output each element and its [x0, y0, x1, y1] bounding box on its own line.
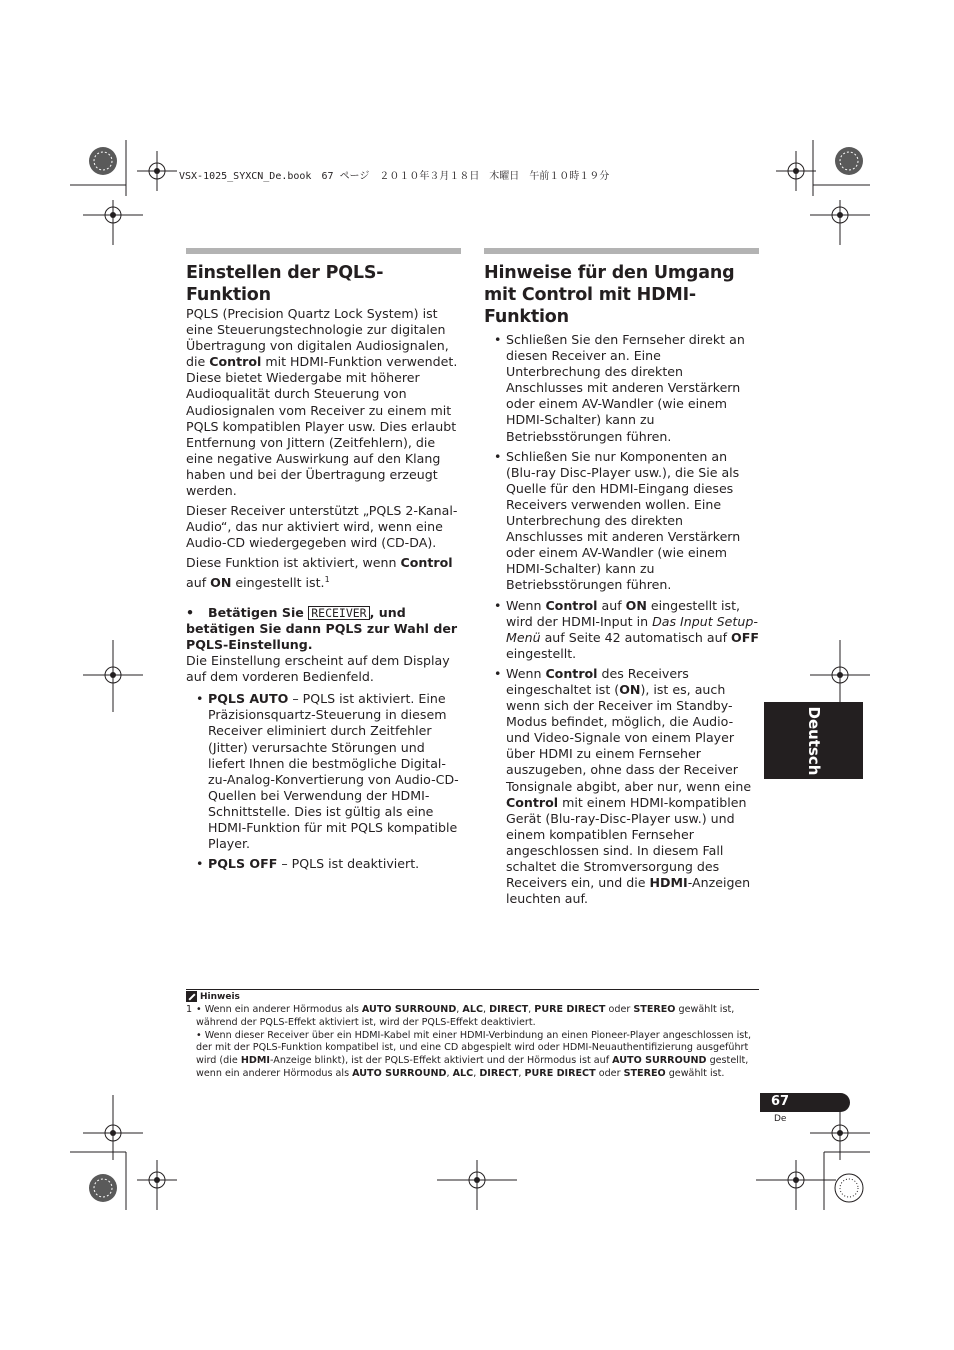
list-item: • Wenn Control auf ON eingestellt ist, wird der HDMI-Input in Das Input Setup-Menü auf Seite 42 automatisch auf OFF eingestellt.	[484, 598, 759, 662]
section-bar	[484, 248, 759, 254]
footnote-divider	[186, 989, 759, 990]
paragraph-pqls-intro: PQLS (Precision Quartz Lock System) ist eine Steuerungstechnologie zur digitalen Übertragung von digitalen Audiosignalen, die Control mit HDMI-Funktion verwendet. Diese bietet Wiedergabe mit höherer Audioqualität durch Steuerung von Audiosignalen vom Receiver zu einem mit PQLS kompatiblen Player usw. Dies erlaubt Entfernung von Jittern (Zeitfehlern), die eine negative Auswirkung auf den Klang haben und bei der Übertragung erzeugt werden.	[186, 306, 458, 499]
page-number-badge: 67	[760, 1093, 850, 1112]
page-language-code: De	[774, 1114, 787, 1124]
section-heading-pqls: Einstellen der PQLS-Funktion	[186, 263, 384, 305]
left-column	[186, 248, 461, 876]
hdmi-notes-list	[484, 332, 759, 907]
paragraph-pqls-2ch: Dieser Receiver unterstützt „PQLS 2-Kanal-Audio“, das nur aktiviert wird, wenn eine Audio-CD wiedergegeben wird (CD-DA).	[186, 503, 458, 551]
list-item: • Schließen Sie nur Komponenten an (Blu-ray Disc-Player usw.), die Sie als Quelle für den HDMI-Eingang dieses Receivers verwenden wollen. Eine Unterbrechung des direkten Anschlusses mit anderen Verstärkern oder einem AV-Wandler (wie einem HDMI-Schalter) kann zu Betriebsstörungen führen.	[484, 449, 759, 594]
paragraph-pqls-activation: Diese Funktion ist aktiviert, wenn Control auf ON eingestellt ist.$^1$	[186, 555, 453, 590]
footnote-item: 1 • Wenn ein anderer Hörmodus als AUTO SURROUND, ALC, DIRECT, PURE DIRECT oder STEREO gewählt ist, während der PQLS-Effekt aktiviert ist, wird der PQLS-Effekt deaktiviert.	[186, 1004, 735, 1028]
print-header-slug: VSX-1025_SYXCN_De.book 67 ページ ２０１０年３月１８日 木曜日 午前１０時１９分	[179, 171, 610, 182]
pqls-options-list	[186, 691, 461, 872]
list-item: • PQLS AUTO – PQLS ist aktiviert. Eine Präzisionsquartz-Steuerung in diesem Receiver eliminiert durch Zeitfehler (Jitter) verursachte Störungen und liefert Ihnen die bestmögliche Digital-zu-Analog-Konvertierung von Audio-CD-Quellen bei Verwendung der HDMI-Schnittstelle. Dies ist gültig als eine HDMI-Funktion für mit PQLS kompatible Player.	[186, 691, 461, 852]
receiver-key-icon: RECEIVER	[308, 606, 369, 620]
note-pencil-icon	[186, 991, 197, 1002]
right-column	[484, 248, 759, 911]
section-heading-hdmi-control: Hinweise für den Umgang mit Control mit HDMI-Funktion	[484, 263, 735, 327]
list-item: • Wenn Control des Receivers eingeschaltet ist (ON), ist es, auch wenn sich der Receiver im Standby-Modus befindet, möglich, die Audio- und Video-Signale von einem Player über HDMI zu einem Fernseher auszugeben, ohne dass der Receiver Tonsignale abgibt, aber nur, wenn eine Control mit einem HDMI-kompatiblen Gerät (Blu-ray-Disc-Player usw.) und einem kompatiblen Fernseher angeschlossen sind. In diesem Fall schaltet die Stromversorgung des Receivers ein, und die HDMI-Anzeigen leuchten auf.	[484, 666, 759, 907]
footnote-item: • Wenn dieser Receiver über ein HDMI-Kabel mit einer HDMI-Verbindung an einen Pioneer-Player angeschlossen ist, der mit der PQLS-Funktion kompatibel ist, und eine CD abgespielt wird oder HDMI-Neuauthentifizierung ausgeführt wird (die HDMI-Anzeige blinkt), ist der PQLS-Effekt aktiviert und der Hörmodus ist auf AUTO SURROUND gestellt, wenn ein anderer Hörmodus als AUTO SURROUND, ALC, DIRECT, PURE DIRECT oder STEREO gewählt ist.	[196, 1029, 752, 1079]
footnote-header: Hinweis	[186, 991, 240, 1002]
list-item: • Schließen Sie den Fernseher direkt an diesen Receiver an. Eine Unterbrechung des direkten Anschlusses mit anderen Verstärkern oder einem AV-Wandler (wie einem HDMI-Schalter) kann zu Betriebsstörungen führen.	[484, 332, 759, 445]
section-bar	[186, 248, 461, 254]
list-item: • PQLS OFF – PQLS ist deaktiviert.	[186, 856, 461, 872]
instruction-step: • Betätigen Sie RECEIVER , und betätigen Sie dann PQLS zur Wahl der PQLS-Einstellung.	[186, 604, 458, 652]
footnotes	[186, 1004, 761, 1081]
paragraph-display-note: Die Einstellung erscheint auf dem Display auf dem vorderen Bedienfeld.	[186, 653, 450, 685]
language-side-tab: Deutsch	[764, 702, 863, 779]
